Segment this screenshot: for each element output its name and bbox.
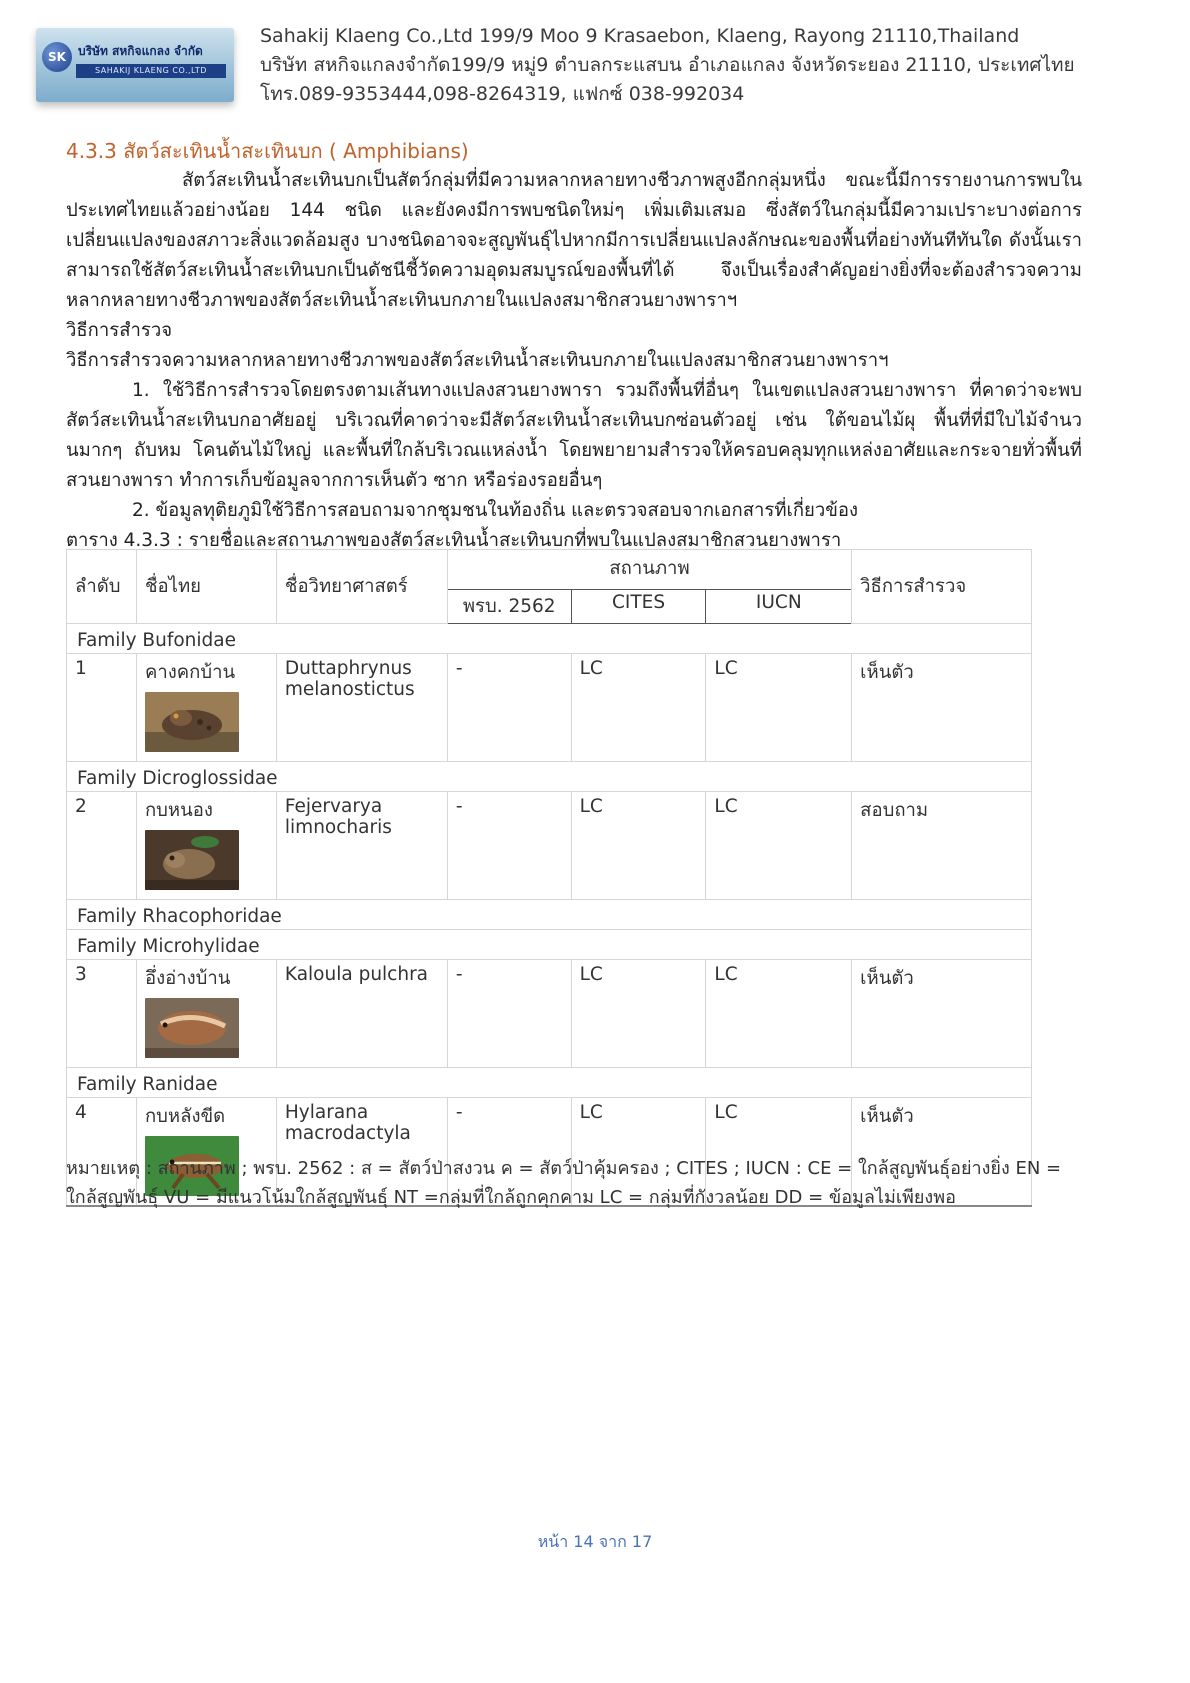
banded-bullfrog-photo	[145, 998, 239, 1058]
cell-method: เห็นตัว	[852, 654, 1032, 762]
intro-paragraph: สัตว์สะเทินน้ำสะเทินบกเป็นสัตว์กลุ่มที่มีความหลากหลายทางชีวภาพสูงอีกกลุ่มหนึ่ง ขณะนี้มีการรายงานการพบในประเทศไทยแล้วอย่างน้อย 144 ชนิด และยังคงมีการพบชนิดใหม่ๆ เพิ่มเติมเสมอ ซึ่งสัตว์ในกลุ่มนี้มีความเปราะบางต่อการเปลี่ยนแปลงของสภาวะสิ่งแวดล้อมสูง บางชนิดอาจจะสูญพันธุ์ไปหากมีการเปลี่ยนแปลงลักษณะของพื้นที่อย่างทันทีทันใด ดังนั้นเราสามารถใช้สัตว์สะเทินน้ำสะเทินบกเป็นดัชนีชี้วัดความอุดมสมบูรณ์ของพื้นที่ได้ จึงเป็นเรื่องสำคัญอย่างยิ่งที่จะต้องสำรวจความหลากหลายทางชีวภาพของสัตว์สะเทินน้ำสะเทินบกภายในแปลงสมาชิกสวนยางพาราฯ	[66, 170, 1082, 311]
contact-line: โทร.089-9353444,098-8264319, แฟกซ์ 038-992034	[260, 83, 745, 105]
cell-status-iucn: LC	[706, 792, 852, 900]
cell-status-iucn: LC	[706, 654, 852, 762]
cell-status-cites: LC	[571, 792, 706, 900]
cell-status-iucn: LC	[706, 1098, 852, 1207]
cell-scientific-name	[276, 960, 447, 1068]
table-row	[67, 960, 1032, 1068]
thai-name-text: อึ่งอ่างบ้าน	[144, 968, 231, 989]
header-thai-name: ชื่อไทย	[136, 550, 276, 624]
cell-scientific-name	[276, 654, 447, 762]
cell-scientific-name	[276, 792, 447, 900]
scientific-name-species: macrodactyla	[284, 1123, 411, 1144]
address-line-en: Sahakij Klaeng Co.,Ltd 199/9 Moo 9 Krasaebon, Klaeng, Rayong 21110,Thailand	[260, 25, 1020, 47]
cell-thai-name	[136, 654, 276, 762]
section-title: 4.3.3 สัตว์สะเทินน้ำสะเทินบก ( Amphibians)	[66, 139, 469, 163]
scientific-name-species: limnocharis	[284, 817, 392, 838]
method-step-1: 1. ใช้วิธีการสำรวจโดยตรงตามเส้นทางแปลงสวนยางพารา รวมถึงพื้นที่อื่นๆ ในเขตแปลงสวนยางพารา ที่คาดว่าจะพบสัตว์สะเทินน้ำสะเทินบกอาศัยอยู่ บริเวณที่คาดว่าจะมีสัตว์สะเทินน้ำสะเทินบกซ่อนตัวอยู่ เช่น ใต้ขอนไม้ผุ พื้นที่ที่มีใบไม้จำนวนมากๆ ถับหม โคนต้นไม้ใหญ่ และพื้นที่ใกล้บริเวณแหล่งน้ำ โดยพยายามสำรวจให้ครอบคลุมทุกแหล่งอาศัยและกระจายทั่วพื้นที่สวนยางพารา ทำการเก็บข้อมูลจากการเห็นตัว ซาก หรือร่องรอยอื่นๆ	[66, 380, 1082, 491]
header-scientific-name: ชื่อวิทยาศาสตร์	[276, 550, 447, 624]
frog-photo	[145, 830, 239, 890]
logo-mark: SK	[42, 42, 72, 72]
table-row	[67, 654, 1032, 762]
scientific-name-genus: Duttaphrynus	[284, 658, 412, 679]
method-subheading: วิธีการสำรวจความหลากหลายทางชีวภาพของสัตว์สะเทินน้ำสะเทินบกภายในแปลงสมาชิกสวนยางพาราฯ	[66, 350, 889, 371]
cell-method: เห็นตัว	[852, 960, 1032, 1068]
cell-method: เห็นตัว	[852, 1098, 1032, 1207]
method-heading: วิธีการสำรวจ	[66, 320, 173, 341]
family-row: Family Rhacophoridae	[67, 900, 1032, 930]
cell-no: 3	[67, 960, 137, 1068]
family-row: Family Microhylidae	[67, 930, 1032, 960]
company-address	[260, 22, 1075, 109]
cell-status-cites: LC	[571, 654, 706, 762]
family-row: Family Dicroglossidae	[67, 762, 1032, 792]
method-step-2: 2. ข้อมูลทุติยภูมิใช้วิธีการสอบถามจากชุมชนในท้องถิ่น และตรวจสอบจากเอกสารที่เกี่ยวข้อง	[132, 500, 859, 521]
header-method: วิธีการสำรวจ	[852, 550, 1032, 624]
thai-name-text: กบหนอง	[144, 800, 213, 821]
cell-no: 1	[67, 654, 137, 762]
cell-status-cites: LC	[571, 960, 706, 1068]
page-number: หน้า 14 จาก 17	[537, 1532, 653, 1551]
table-note: หมายเหตุ : สถานภาพ ; พรบ. 2562 : ส = สัตว์ป่าสงวน ค = สัตว์ป่าคุ้มครอง ; CITES ; IUCN : CE = ใกล้สูญพันธุ์อย่างยิ่ง EN = ใกล้สูญพันธุ์ VU = มีแนวโน้มใกล้สูญพันธุ์ NT =กลุ่มที่ใกล้ถูกคุกคาม LC = กลุ่มที่กังวลน้อย DD = ข้อมูลไม่เพียงพอ	[66, 1158, 1062, 1208]
cell-method: สอบถาม	[852, 792, 1032, 900]
cell-status-iucn: LC	[706, 960, 852, 1068]
cell-no: 4	[67, 1098, 137, 1207]
header-status-law: พรบ. 2562	[447, 590, 571, 624]
family-row: Family Bufonidae	[67, 624, 1032, 654]
family-row: Family Ranidae	[67, 1068, 1032, 1098]
header-status: สถานภาพ	[447, 550, 851, 590]
scientific-name-species: melanostictus	[284, 679, 415, 700]
cell-status-cites: LC	[571, 1098, 706, 1207]
scientific-name-genus: Hylarana	[284, 1102, 369, 1123]
header-no: ลำดับ	[67, 550, 137, 624]
scientific-name-genus: Fejervarya	[284, 796, 383, 817]
logo-thai-text: บริษัท สหกิจแกลง จำกัด	[78, 44, 203, 58]
company-logo	[36, 28, 234, 102]
table-row	[67, 792, 1032, 900]
header-status-cites: CITES	[571, 590, 706, 624]
address-line-th: บริษัท สหกิจแกลงจำกัด199/9 หมู่9 ตำบลกระแสบน อำเภอแกลง จังหวัดระยอง 21110, ประเทศไทย	[260, 54, 1075, 76]
cell-thai-name	[136, 960, 276, 1068]
section-body	[66, 136, 1082, 556]
cell-status-law: -	[447, 792, 571, 900]
table-caption: ตาราง 4.3.3 : รายชื่อและสถานภาพของสัตว์สะเทินน้ำสะเทินบกที่พบในแปลงสมาชิกสวนยางพารา	[66, 530, 842, 551]
scientific-name-genus: Kaloula pulchra	[284, 964, 429, 985]
cell-no: 2	[67, 792, 137, 900]
species-table	[66, 549, 1032, 1207]
cell-status-law: -	[447, 1098, 571, 1207]
cell-thai-name	[136, 792, 276, 900]
cell-status-law: -	[447, 654, 571, 762]
cell-status-law: -	[447, 960, 571, 1068]
header-status-iucn: IUCN	[706, 590, 852, 624]
letterhead	[36, 22, 1156, 118]
toad-photo	[145, 692, 239, 752]
thai-name-text: กบหลังขีด	[144, 1106, 226, 1127]
thai-name-text: คางคกบ้าน	[144, 662, 236, 683]
logo-english-text: SAHAKIJ KLAENG CO.,LTD	[76, 64, 226, 78]
